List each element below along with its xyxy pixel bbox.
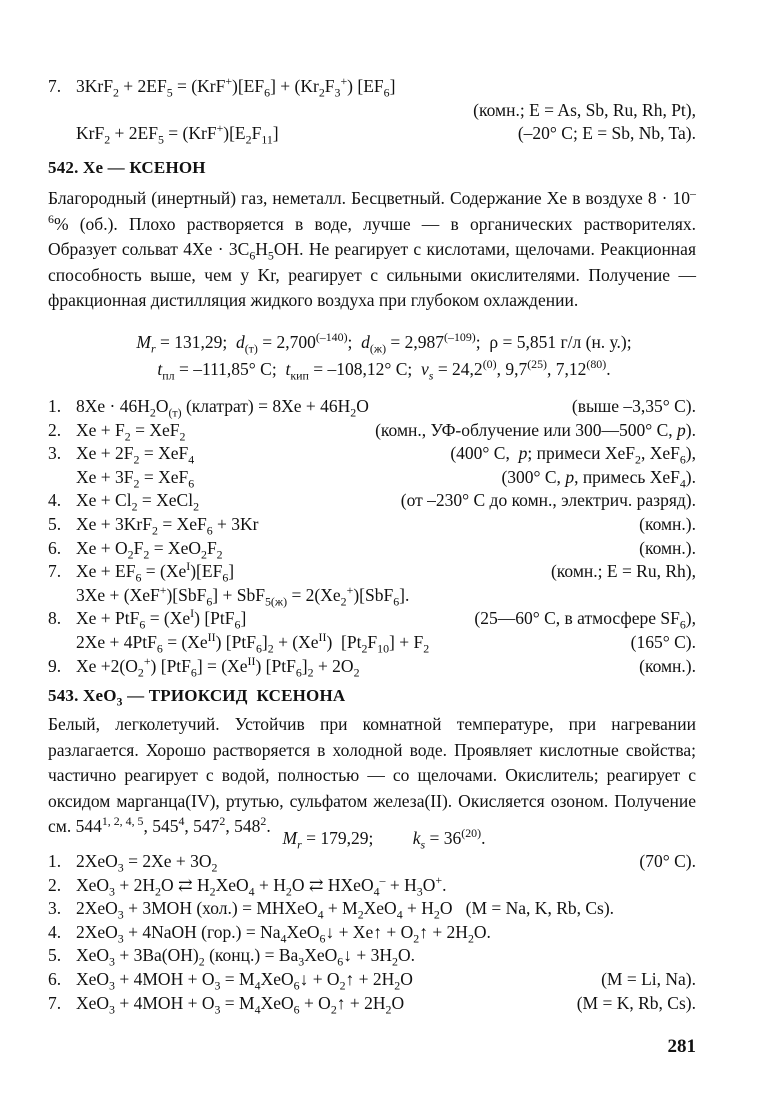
reaction-row	[0, 873, 768, 897]
reaction-equation: 2XeO$_3$ + 4NaOH $(гор.) = Na_4XeO_6↓$ + Xe↑ + $O_2↑ + 2H_2O$.	[76, 921, 491, 946]
reaction-conditions: (M = K, Rb, Cs).	[576, 992, 696, 1013]
physical-constants-line: $M_r = 179,29$; $k_s = 36^{(20)}$.	[282, 826, 486, 852]
reaction-row	[0, 583, 768, 607]
reaction-row	[0, 488, 768, 512]
reaction-equation: Xe + 3KrF$_2$ = XeF$_6$ + 3Kr	[76, 514, 259, 538]
reaction-conditions: (25—60° C, в атмосфере $SF_6$),	[474, 608, 696, 632]
reaction-row	[0, 606, 768, 630]
page-number: 281	[667, 1036, 696, 1057]
reaction-conditions: (комн.; E = As, Sb, Ru, Rh, Pt),	[473, 100, 696, 120]
reaction-equation: $Xe + PtF_6 = (Xe^I)$ [PtF$_6$]	[76, 606, 247, 632]
reaction-row	[0, 896, 768, 920]
reaction-row	[0, 991, 768, 1015]
reaction-number: 8.	[48, 608, 62, 629]
reaction-row	[0, 920, 768, 944]
reaction-conditions: (300° C, p, примесь XeF$_4$).	[501, 466, 696, 491]
reaction-conditions: (–20° C; E = Sb, Nb, Ta).	[517, 123, 696, 143]
reaction-number: 3.	[48, 443, 62, 464]
reaction-row	[0, 465, 768, 489]
section-heading-xe: 542. Xe — КСЕНОН	[48, 158, 206, 177]
reaction-equation: $Xe +2(O_2^+) [PtF_6] = (Xe^{II}) [PtF_6]_2 + 2O_2$	[76, 653, 360, 680]
reaction-equation: $XeO_3 + 4MOH + O_3$ = $M_4XeO_6↓$ + $O_2↑ + 2H_2O$	[76, 969, 413, 993]
reaction-number: 7.	[48, 992, 62, 1013]
reaction-conditions: (165° C).	[630, 632, 696, 652]
reaction-equation: 2XeO$_3$ + 3MOH (хол.) = MHXeO$_4$ + $M_2XeO_4 + H_2O$ (M = Na, K, Rb, Cs).	[76, 898, 615, 922]
reaction-number: 2.	[48, 874, 62, 895]
reaction-number: 7.	[48, 76, 62, 96]
reaction-row	[0, 967, 768, 991]
physical-constants-line: $M_r = 131,29$; $d_{(т)} = 2,700^{(-140)}$; $d_{(ж)} = 2,987^{(-109)}$; ρ = 5,851 г/л (н. у.);	[136, 330, 632, 356]
reaction-number: 6.	[48, 969, 62, 989]
reaction-conditions: (от –230° C до комн., электрич. разряд).	[400, 490, 696, 511]
reaction-equation: $Xe + O_2F_2 = XeO_2F_2$	[76, 537, 223, 562]
reaction-number: 9.	[48, 655, 62, 676]
reaction-row	[0, 441, 768, 465]
reaction-equation: $Xe + 3F_2 = XeF_6$	[76, 466, 195, 491]
reaction-number: 1.	[48, 396, 62, 416]
reaction-conditions: (M = Li, Na).	[601, 969, 696, 989]
reaction-equation: $XeO_3 + 4MOH + O_3 = M_4XeO_6$ + $O_2↑ + 2H_2O$	[76, 992, 405, 1017]
reaction-conditions: (400° C, p; примеси XeF$_2$, XeF$_6$),	[450, 443, 696, 467]
reaction-row	[0, 121, 768, 145]
reaction-row	[0, 74, 768, 98]
reaction-number: 5.	[48, 514, 62, 534]
reaction-equation: $2XeO_3 = 2Xe + 3O_2$	[76, 851, 218, 875]
reaction-equation: $XeO_3 + 3Ba(OH)_2$ (конц.) = $Ba_3XeO_6↓ + 3H_2O$.	[76, 945, 415, 969]
reaction-conditions: (выше –3,35° C).	[571, 396, 696, 416]
reaction-row	[0, 849, 768, 873]
reaction-conditions: (комн.).	[639, 537, 696, 558]
reaction-row	[0, 394, 768, 418]
reaction-equation: $3KrF_2 + 2EF_5 = (KrF^+)[EF_6] + (Kr_2F_3^+)$ $[EF_6]$	[76, 74, 396, 100]
reaction-row	[0, 98, 768, 122]
reaction-conditions: (комн., УФ-облучение или 300—500° C, p).	[375, 419, 696, 440]
reaction-conditions: (комн.; E = Ru, Rh),	[550, 561, 696, 582]
section-description-xeo3: Белый, легколетучий. Устойчив при комнатной температуре, при нагревании разлагается. Хорошо растворяется в холодной воде. Проявляет кислотные свойства; частично реагирует с водой, полностью — со щелочами. Окислитель; реагирует с оксидом марганца(IV), ртутью, сульфатом железа(II). Окисляется озоном. Получение см. 544$^{1, 2, 4, 5}$, $545^4$, $547^2$, $548^2$.	[48, 714, 696, 836]
section-description-xe: Благородный (инертный) газ, неметалл. Бесцветный. Содержание Xe в воздухе $8 \cdot 10^{-6}\%$ (об.). Плохо растворяется в воде, лучше — в органических растворителях. Образует сольват $4Xe \cdot 3C_6H_5OH$. Не реагирует с кислотами, щелочами. Реакционная способность выше, чем у Kr, реагирует с сильными окислителями. Получение — фракционная дистилляция жидкого воздуха при глубоком охлаждении.	[48, 186, 696, 310]
reaction-number: 4.	[48, 921, 62, 942]
reaction-number: 6.	[48, 537, 62, 558]
reaction-equation: $Xe + EF_6 = (Xe^I)[EF_6]$	[76, 559, 235, 585]
reaction-equation: $Xe + 2F_2 = XeF_4$	[76, 443, 195, 467]
reaction-row	[0, 512, 768, 536]
reaction-row	[0, 654, 768, 678]
reaction-conditions: (комн.).	[639, 514, 696, 534]
reaction-number: 1.	[48, 851, 62, 871]
reaction-row	[0, 418, 768, 442]
reaction-equation: $Xe + Cl_2$ = XeCl$_2$	[76, 490, 200, 514]
reaction-number: 3.	[48, 898, 62, 919]
section-heading-xeo3: 543. XeO$_3$ — ТРИОКСИД КСЕНОНА	[48, 686, 346, 709]
reaction-number: 4.	[48, 490, 62, 511]
reaction-row	[0, 630, 768, 654]
physical-constants-line: $t_{пл} = -111,85^\circ$ C; $t_{кип} = -108,12^\circ$ C; $v_s = 24,2^{(0)}$, 9,7$^{(25)}$, 7,12$^{(80)}$.	[157, 357, 611, 383]
reaction-row	[0, 943, 768, 967]
reaction-row	[0, 559, 768, 583]
reaction-equation: $Xe + F_2 = XeF_2$	[76, 419, 186, 444]
reaction-equation: $2Xe + 4PtF_6 = (Xe^{II}) [PtF_6]_2 + (Xe^{II}) [Pt_2F_{10}] + F_2$	[76, 630, 430, 656]
reaction-equation: $8Xe \cdot 46H_2O_{(т)}$ (клатрат) = $8Xe + 46H_2O$	[76, 396, 369, 420]
reaction-number: 5.	[48, 945, 62, 966]
reaction-equation: $KrF_2 + 2EF_5 = (KrF^+)[E_2F_{11}]$	[76, 121, 279, 147]
reaction-conditions: (комн.).	[639, 655, 696, 676]
reaction-equation: $3Xe + (XeF^+)[SbF_6] + SbF_{5(ж)} = 2(Xe_2^+)[SbF_6]$.	[76, 582, 410, 609]
reaction-number: 7.	[48, 561, 62, 582]
reaction-equation: $XeO_3 + 2H_2O$ ⇄ $H_2XeO_4 + H_2O$ ⇄ HXeO$_4$– + $H_3O^+$.	[76, 872, 447, 899]
reaction-row	[0, 536, 768, 560]
reaction-number: 2.	[48, 419, 62, 440]
reaction-conditions: (70° C).	[639, 851, 696, 871]
